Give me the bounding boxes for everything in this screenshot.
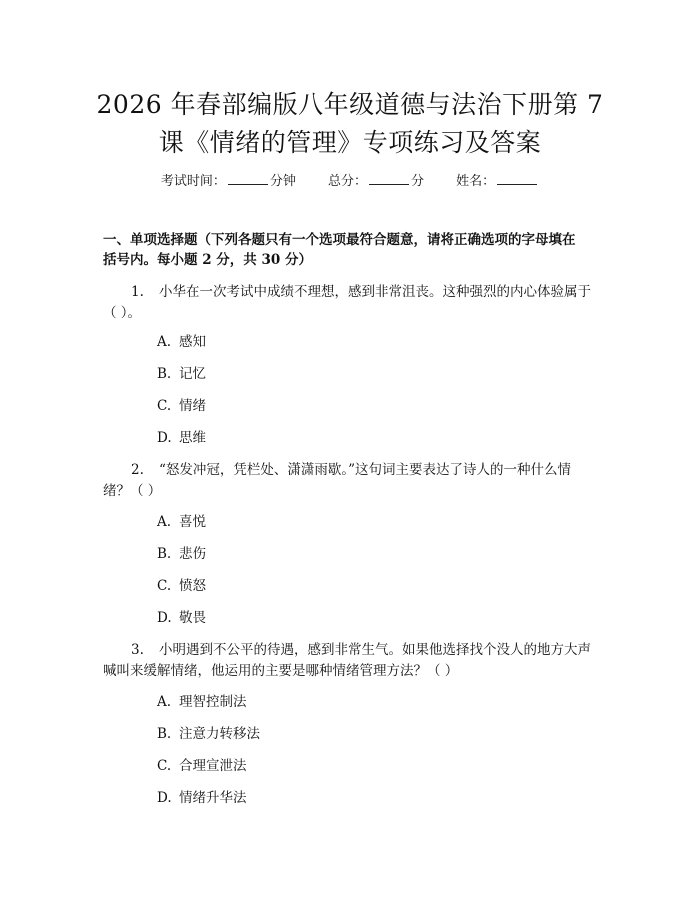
option-letter: C.	[157, 578, 172, 594]
option-text: 情绪	[179, 398, 206, 414]
option-2b	[157, 545, 206, 563]
question-text-line-2: 喊叫来缓解情绪，他运用的主要是哪种情绪管理方法？（ ）	[103, 663, 459, 679]
title-line-2: 课《情绪的管理》专项练习及答案	[158, 128, 542, 157]
option-2d	[157, 609, 206, 627]
option-1d	[157, 429, 206, 447]
exam-time-unit: 分钟	[269, 174, 296, 189]
question-3	[103, 640, 603, 682]
option-text: 敬畏	[179, 610, 206, 626]
title-line-1: 2026 年春部编版八年级道德与法治下册第 7	[96, 90, 604, 119]
option-2a	[157, 513, 206, 531]
student-name-field	[456, 174, 539, 189]
option-letter: B.	[157, 726, 172, 742]
question-number: 1.	[131, 284, 144, 300]
student-name-blank	[497, 172, 537, 185]
option-letter: D.	[157, 430, 172, 446]
exam-time-field	[161, 174, 300, 189]
option-letter: D.	[157, 610, 172, 626]
question-text-line-2: （ ）。	[103, 305, 142, 321]
exam-info-row	[0, 170, 700, 189]
question-text-line-1: 小明遇到不公平的待遇，感到非常生气。如果他选择找个没人的地方大声	[159, 642, 591, 658]
option-text: 愤怒	[179, 578, 206, 594]
option-1b	[157, 365, 206, 383]
option-letter: B.	[157, 546, 172, 562]
option-letter: D.	[157, 790, 172, 806]
student-name-label: 姓名：	[456, 174, 496, 189]
option-3b	[157, 725, 260, 743]
question-number: 3.	[131, 642, 144, 658]
option-letter: B.	[157, 366, 172, 382]
option-1c	[157, 397, 206, 415]
question-2	[103, 460, 603, 502]
question-text-line-1: 小华在一次考试中成绩不理想，感到非常沮丧。这种强烈的内心体验属于	[159, 284, 591, 300]
option-letter: A.	[157, 694, 172, 710]
option-3a	[157, 693, 247, 711]
section-heading-line-2: 括号内。每小题 2 分，共 30 分）	[103, 252, 312, 268]
total-score-unit: 分	[411, 174, 425, 189]
option-letter: A.	[157, 334, 172, 350]
option-text: 记忆	[179, 366, 206, 382]
exam-time-label: 考试时间：	[160, 174, 226, 189]
option-letter: A.	[157, 514, 172, 530]
question-1	[103, 282, 603, 324]
option-text: 理智控制法	[179, 694, 247, 710]
option-2c	[157, 577, 206, 595]
total-score-blank	[369, 172, 409, 185]
option-1a	[157, 333, 206, 351]
option-text: 感知	[179, 334, 206, 350]
option-letter: C.	[157, 398, 172, 414]
option-text: 注意力转移法	[179, 726, 260, 742]
total-score-field	[328, 174, 428, 189]
document-title	[90, 86, 610, 162]
option-3d	[157, 789, 247, 807]
option-text: 情绪升华法	[179, 790, 247, 806]
option-text: 喜悦	[179, 514, 206, 530]
section-heading-line-1: 一、单项选择题（下列各题只有一个选项最符合题意，请将正确选项的字母填在	[103, 232, 576, 248]
option-text: 思维	[179, 430, 206, 446]
question-text-line-1: “怒发冲冠，凭栏处、潇潇雨歇。”这句词主要表达了诗人的一种什么情	[159, 462, 572, 478]
option-text: 悲伤	[179, 546, 206, 562]
option-text: 合理宣泄法	[179, 758, 247, 774]
option-letter: C.	[157, 758, 172, 774]
question-text-line-2: 绪？（ ）	[103, 483, 162, 499]
option-3c	[157, 757, 247, 775]
section-heading	[103, 230, 603, 270]
total-score-label: 总分：	[327, 174, 367, 189]
exam-time-blank	[228, 172, 268, 185]
question-number: 2.	[131, 462, 144, 478]
